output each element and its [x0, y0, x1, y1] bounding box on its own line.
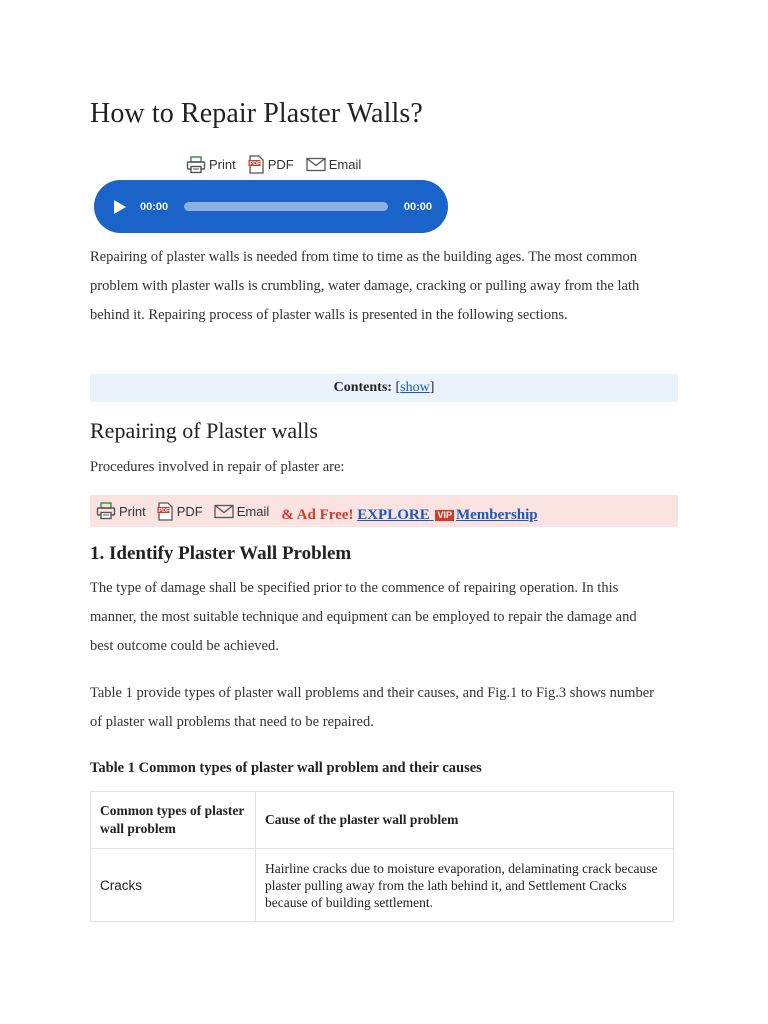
- vip-badge: VIP: [437, 509, 452, 520]
- audio-player: [94, 180, 448, 233]
- ad-print-label: Print: [119, 503, 146, 519]
- ad-share-toolbar: [96, 502, 269, 521]
- table-header-cell: Cause of the plaster wall problem: [256, 792, 674, 849]
- play-icon[interactable]: [114, 200, 126, 214]
- contents-label: Contents:: [333, 380, 392, 395]
- explore-label: EXPLORE: [357, 506, 430, 523]
- audio-current-time: 00:00: [140, 200, 169, 213]
- problems-table: [90, 791, 674, 922]
- page-title: How to Repair Plaster Walls?: [90, 98, 423, 129]
- section-intro: Procedures involved in repair of plaster are:: [90, 459, 345, 475]
- step-paragraph-1: The type of damage shall be specified prior to the commence of repairing operation. In this manner, the most suitable technique and equipment can be employed to repair the damage and best outcome could be achieved.: [90, 580, 637, 654]
- envelope-icon: [306, 157, 326, 172]
- ad-print-button[interactable]: [96, 502, 146, 520]
- contents-show-link[interactable]: show: [400, 380, 430, 395]
- email-button[interactable]: [306, 157, 362, 172]
- printer-icon: [186, 156, 206, 174]
- contents-bracket-close: ]: [429, 380, 435, 395]
- share-toolbar: [186, 155, 361, 174]
- print-label: Print: [209, 157, 236, 172]
- email-label: Email: [328, 157, 362, 172]
- pdf-label: PDF: [267, 157, 294, 172]
- ad-text: [281, 507, 537, 524]
- print-button[interactable]: [186, 156, 236, 174]
- step-heading: 1. Identify Plaster Wall Problem: [90, 543, 352, 564]
- envelope-icon: [214, 504, 234, 519]
- contents-bracket-open: [: [395, 380, 401, 395]
- table-caption: Table 1 Common types of plaster wall problem and their causes: [90, 760, 482, 776]
- audio-duration: 00:00: [403, 200, 432, 213]
- pdf-icon: [157, 502, 174, 521]
- table-cell: Hairline cracks due to moisture evaporation, delaminating crack because plaster pulling away from the lath behind it, and Settlement Cracks because of building settlement.: [256, 849, 674, 922]
- printer-icon: [96, 502, 116, 520]
- pdf-button[interactable]: [248, 155, 294, 174]
- table-row: [91, 849, 674, 922]
- ad-free-label: & Ad Free!: [281, 506, 354, 523]
- section-heading: Repairing of Plaster walls: [90, 418, 318, 443]
- ad-email-button[interactable]: [214, 504, 270, 519]
- table-of-contents: [90, 374, 678, 402]
- intro-paragraph: Repairing of plaster walls is needed from time to time as the building ages. The most common problem with plaster walls is crumbling, water damage, cracking or pulling away from the lath behind it. Repairing process of plaster walls is presented in the following sections.: [90, 249, 640, 323]
- svg-text:PDF: PDF: [249, 161, 261, 167]
- table-cell: Cracks: [91, 849, 256, 922]
- ad-bar: [90, 495, 678, 527]
- ad-pdf-button[interactable]: [157, 502, 203, 521]
- pdf-icon: [248, 155, 265, 174]
- ad-pdf-label: PDF: [176, 503, 203, 519]
- step-paragraph-2: Table 1 provide types of plaster wall problems and their causes, and Fig.1 to Fig.3 shows number of plaster wall problems that need to be repaired.: [90, 685, 654, 730]
- table-header-cell: Common types of plaster wall problem: [91, 792, 256, 849]
- audio-progress-bar[interactable]: [184, 202, 388, 211]
- membership-label: Membership: [455, 506, 538, 523]
- table-header-row: [91, 792, 674, 849]
- ad-email-label: Email: [236, 503, 270, 519]
- explore-membership-link[interactable]: [357, 507, 537, 523]
- svg-text:PDF: PDF: [158, 507, 170, 514]
